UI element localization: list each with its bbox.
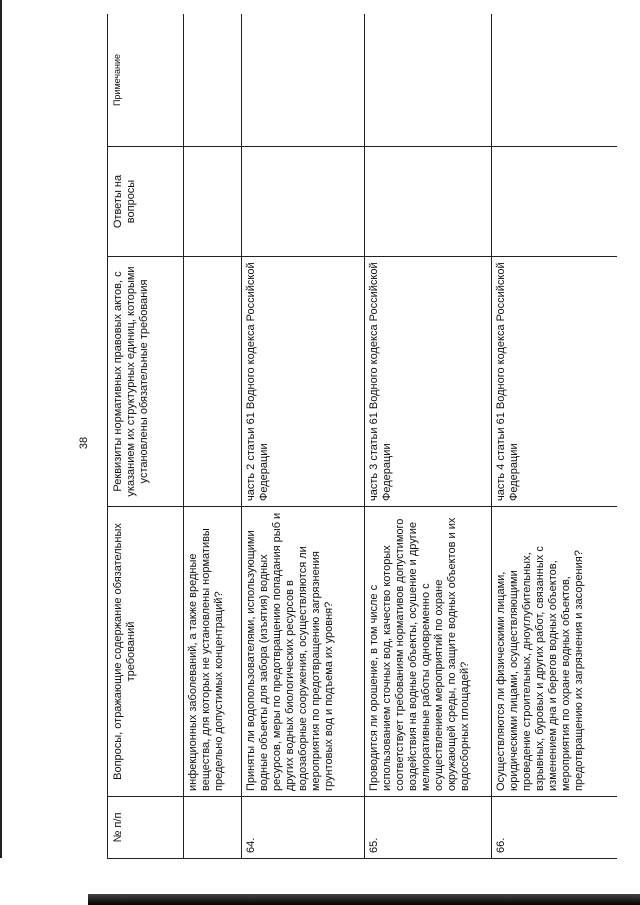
header-requisites: Реквизиты нормативных правовых актов, с указанием их структурных единиц, которыми установлены обязательные требования bbox=[108, 257, 184, 507]
header-num: № п/п bbox=[108, 797, 184, 859]
row-requisites bbox=[184, 257, 242, 507]
table-row bbox=[365, 14, 492, 859]
row-answer[interactable] bbox=[492, 147, 618, 257]
header-note: Примечание bbox=[108, 14, 184, 147]
row-num bbox=[184, 797, 242, 859]
row-answer[interactable] bbox=[184, 147, 242, 257]
row-requisites: часть 4 статьи 61 Водного кодекса Российской Федерации bbox=[492, 257, 618, 507]
table-container bbox=[107, 14, 617, 859]
row-num: 65. bbox=[365, 797, 492, 859]
row-requisites: часть 3 статьи 61 Водного кодекса Российской Федерации bbox=[365, 257, 492, 507]
table-row bbox=[184, 14, 242, 859]
row-question: Проводится ли орошение, в том числе с использованием сточных вод, качество которых соответствует требованиям нормативов допустимого воздействия на водные объекты, осушение и другие мелиоративные работы одновременно с осуществлением мероприятий по охране окружающей среды, по защите водных объектов и их водосборных площадей? bbox=[365, 507, 492, 797]
table-row bbox=[492, 14, 618, 859]
row-question: Приняты ли водопользователями, использующими водные объекты для забора (изъятия) водных ресурсов, меры по предотвращению попадания рыб и других водных биологических ресурсов в водозаборные сооружения, осуществляются ли мероприятия по предотвращению загрязнения грунтовых вод и подъема их уровня? bbox=[242, 507, 365, 797]
row-requisites: часть 2 статьи 61 Водного кодекса Российской Федерации bbox=[242, 257, 365, 507]
row-note[interactable] bbox=[365, 14, 492, 147]
scan-edge-bar bbox=[88, 894, 640, 905]
row-note[interactable] bbox=[242, 14, 365, 147]
row-note[interactable] bbox=[184, 14, 242, 147]
header-question: Вопросы, отражающие содержание обязательных требований bbox=[108, 507, 184, 797]
row-num: 64. bbox=[242, 797, 365, 859]
header-answers: Ответы на вопросы bbox=[108, 147, 184, 257]
row-question: Осуществляются ли физическими лицами, юридическими лицами, осуществляющими проведение строительных, дноуглубительных, взрывных, буровых и других работ, связанных с изменением дна и берегов водных объектов, мероприятия по охране водных объектов, предотвращению их загрязнения и засорения? bbox=[492, 507, 618, 797]
row-answer[interactable] bbox=[242, 147, 365, 257]
table-header-row bbox=[108, 14, 184, 859]
row-answer[interactable] bbox=[365, 147, 492, 257]
requirements-table bbox=[107, 14, 617, 859]
row-note[interactable] bbox=[492, 14, 618, 147]
row-num: 66. bbox=[492, 797, 618, 859]
page-edge-rule bbox=[0, 0, 2, 858]
table-row bbox=[242, 14, 365, 859]
row-question: инфекционных заболеваний, а также вредные вещества, для которых не установлены нормативы предельно допустимых концентраций? bbox=[184, 507, 242, 797]
rotated-page-region bbox=[107, 14, 617, 859]
page-number: 38 bbox=[78, 436, 90, 450]
